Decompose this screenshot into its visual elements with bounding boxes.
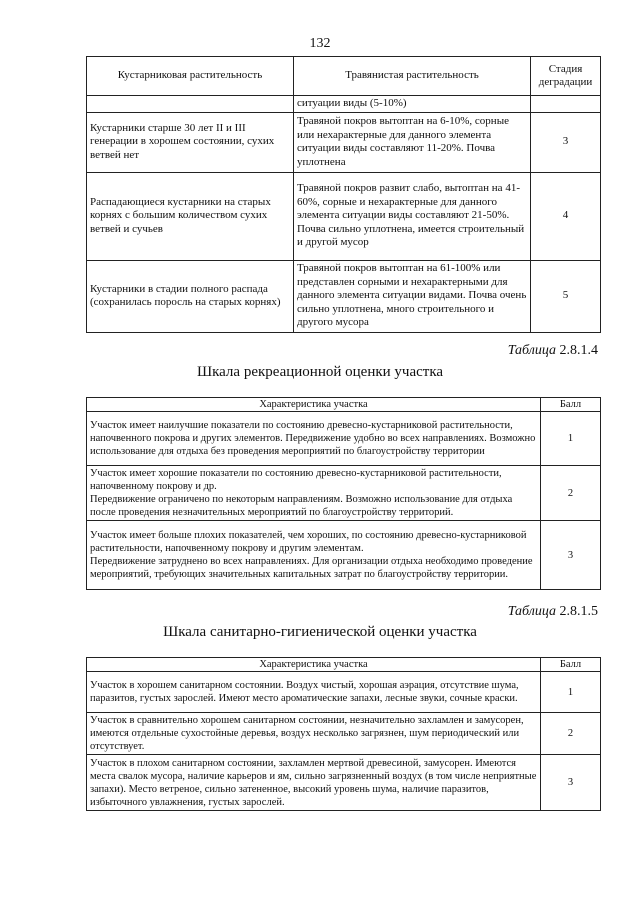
caption-word: Таблица [507, 343, 556, 358]
header-desc: Характеристика участка [87, 658, 541, 672]
shrub-cell [87, 96, 294, 113]
herb-cell: Травяной покров вытоптан на 61-100% или представлен сорными и нехарактерными для данного элемента ситуации видами. Почва очень сильно уплотнена, много строительного и другого мусора [294, 260, 531, 332]
table-caption-number [508, 604, 598, 620]
table-row [87, 172, 601, 260]
herb-cell: Травяной покров развит слабо, вытоптан на 41-60%, сорные и нехарактерные для данного элемента ситуации виды составляют 21-50%. Почва сильно уплотнена, имеется строительный и другой мусор [294, 172, 531, 260]
recreational-table [86, 397, 601, 590]
stage-cell: 5 [531, 260, 601, 332]
shrub-cell: Кустарники старше 30 лет II и III генерации в хорошем состоянии, сухих ветвей нет [87, 112, 294, 172]
page-number: 132 [309, 36, 331, 51]
table-row [87, 96, 601, 113]
degradation-table [86, 56, 601, 333]
score-cell: 2 [541, 466, 601, 521]
caption-word: Таблица [507, 604, 556, 619]
header-stage: Стадия деградации [531, 57, 601, 96]
herb-cell: ситуации виды (5-10%) [294, 96, 531, 113]
table-title: Шкала рекреационной оценки участка [196, 364, 444, 380]
desc-cell: Участок имеет наилучшие показатели по состоянию древесно-кустарниковой растительности, напочвенного покрова и других элементов. Передвижение удобно во всех направлениях. Возможно использование для отдыха без проведения мероприятий по благоустройству территории [87, 412, 541, 466]
table-header-row [87, 398, 601, 412]
table-row [87, 260, 601, 332]
table-row [87, 755, 601, 811]
table-row [87, 466, 601, 521]
table-row [87, 412, 601, 466]
score-cell: 2 [541, 713, 601, 755]
header-shrub: Кустарниковая растительность [87, 57, 294, 96]
table-row [87, 672, 601, 713]
table-title: Шкала санитарно-гигиенической оценки участка [163, 624, 477, 640]
header-score: Балл [541, 398, 601, 412]
stage-cell [531, 96, 601, 113]
shrub-cell: Кустарники в стадии полного распада (сохранилась поросль на старых корнях) [87, 260, 294, 332]
table-row [87, 713, 601, 755]
stage-cell: 4 [531, 172, 601, 260]
desc-cell: Участок в сравнительно хорошем санитарном состоянии, незначительно захламлен и замусорен, имеются отдельные сухостойные деревья, воздух несколько загрязнен, шум периодический или отсутствует. [87, 713, 541, 755]
caption-number: 2.8.1.5 [559, 604, 598, 619]
score-cell: 3 [541, 521, 601, 590]
desc-cell: Участок в плохом санитарном состоянии, захламлен мертвой древесиной, замусорен. Имеются места свалок мусора, наличие карьеров и ям, сильно загрязненный воздух (в том числе неприятные запахи). Место ветреное, сильно затененное, высокий уровень шума, наличие паразитов, избыточного увлажнения, густых зарослей. [87, 755, 541, 811]
caption-number: 2.8.1.4 [559, 343, 598, 358]
table-header-row [87, 658, 601, 672]
desc-cell: Участок имеет больше плохих показателей, чем хороших, по состоянию древесно-кустарниковой растительности, напочвенному покрову и другим элементам. Передвижение затруднено во всех направлениях. Для организации отдыха необходимо проведение мероприятий, требующих значительных капитальных затрат по благоустройству территории. [87, 521, 541, 590]
score-cell: 1 [541, 412, 601, 466]
score-cell: 3 [541, 755, 601, 811]
header-herb: Травянистая растительность [294, 57, 531, 96]
desc-cell: Участок в хорошем санитарном состоянии. Воздух чистый, хорошая аэрация, отсутствие шума, паразитов, густых зарослей. Имеют место ароматические запахи, лесные звуки, сочные краски. [87, 672, 541, 713]
table-row [87, 521, 601, 590]
table-caption-number [508, 343, 598, 359]
header-desc: Характеристика участка [87, 398, 541, 412]
table-row [87, 112, 601, 172]
desc-cell: Участок имеет хорошие показатели по состоянию древесно-кустарниковой растительности, напочвенному покрову и др. Передвижение ограничено по некоторым направлениям. Возможно использование для отдыха после проведения незначительных мероприятий по благоустройству территорий. [87, 466, 541, 521]
header-score: Балл [541, 658, 601, 672]
shrub-cell: Распадающиеся кустарники на старых корнях с большим количеством сухих ветвей и сучьев [87, 172, 294, 260]
herb-cell: Травяной покров вытоптан на 6-10%, сорные или нехарактерные для данного элемента ситуации виды составляют 11-20%. Почва уплотнена [294, 112, 531, 172]
stage-cell: 3 [531, 112, 601, 172]
sanitary-table [86, 657, 601, 811]
table-header-row [87, 57, 601, 96]
score-cell: 1 [541, 672, 601, 713]
